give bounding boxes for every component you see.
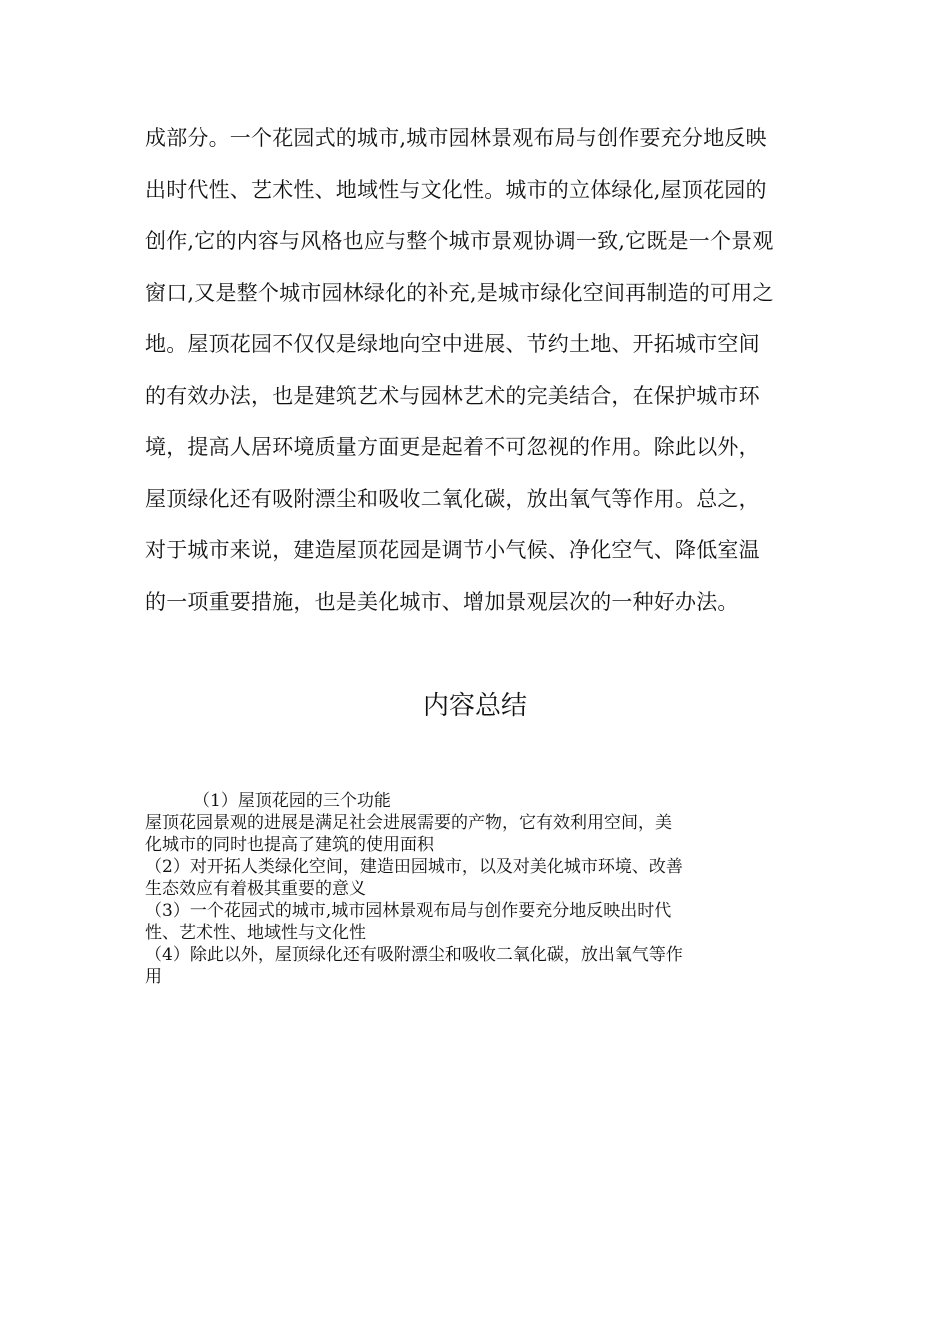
summary-line: （3）一个花园式的城市,城市园林景观布局与创作要充分地反映出时代 bbox=[145, 901, 672, 921]
body-line: 创作,它的内容与风格也应与整个城市景观协调一致,它既是一个景观 bbox=[145, 229, 774, 253]
summary-line: 屋顶花园景观的进展是满足社会进展需要的产物，它有效利用空间，美 bbox=[145, 813, 672, 833]
body-line: 地。屋顶花园不仅仅是绿地向空中进展、节约土地、开拓城市空间 bbox=[145, 332, 760, 356]
body-line: 屋顶绿化还有吸附漂尘和吸收二氧化碳，放出氧气等作用。总之， bbox=[145, 486, 760, 511]
summary-block bbox=[145, 790, 810, 988]
summary-line: 性、艺术性、地域性与文化性 bbox=[145, 923, 366, 943]
body-line: 成部分。一个花园式的城市,城市园林景观布局与创作要充分地反映 bbox=[145, 126, 767, 150]
summary-line: 用 bbox=[145, 967, 162, 987]
summary-title: 内容总结 bbox=[422, 691, 527, 721]
body-line: 的有效办法，也是建筑艺术与园林艺术的完美结合，在保护城市环 bbox=[145, 383, 760, 408]
body-line: 境，提高人居环境质量方面更是起着不可忽视的作用。除此以外， bbox=[145, 435, 760, 459]
body-paragraph bbox=[145, 118, 810, 633]
body-line: 窗口,又是整个城市园林绿化的补充,是城市绿化空间再制造的可用之 bbox=[145, 280, 774, 305]
body-line: 对于城市来说，建造屋顶花园是调节小气候、净化空气、降低室温 bbox=[145, 538, 760, 562]
summary-line: （2）对开拓人类绿化空间，建造田园城市，以及对美化城市环境、改善 bbox=[145, 857, 683, 877]
summary-line: （1）屋顶花园的三个功能 bbox=[193, 791, 391, 811]
body-line: 出时代性、艺术性、地域性与文化性。城市的立体绿化,屋顶花园的 bbox=[145, 177, 767, 202]
body-line: 的一项重要措施，也是美化城市、增加景观层次的一种好办法。 bbox=[145, 589, 739, 614]
summary-line: （4）除此以外，屋顶绿化还有吸附漂尘和吸收二氧化碳，放出氧气等作 bbox=[145, 945, 683, 965]
summary-line: 化城市的同时也提高了建筑的使用面积 bbox=[145, 835, 434, 855]
summary-line: 生态效应有着极其重要的意义 bbox=[145, 879, 366, 899]
